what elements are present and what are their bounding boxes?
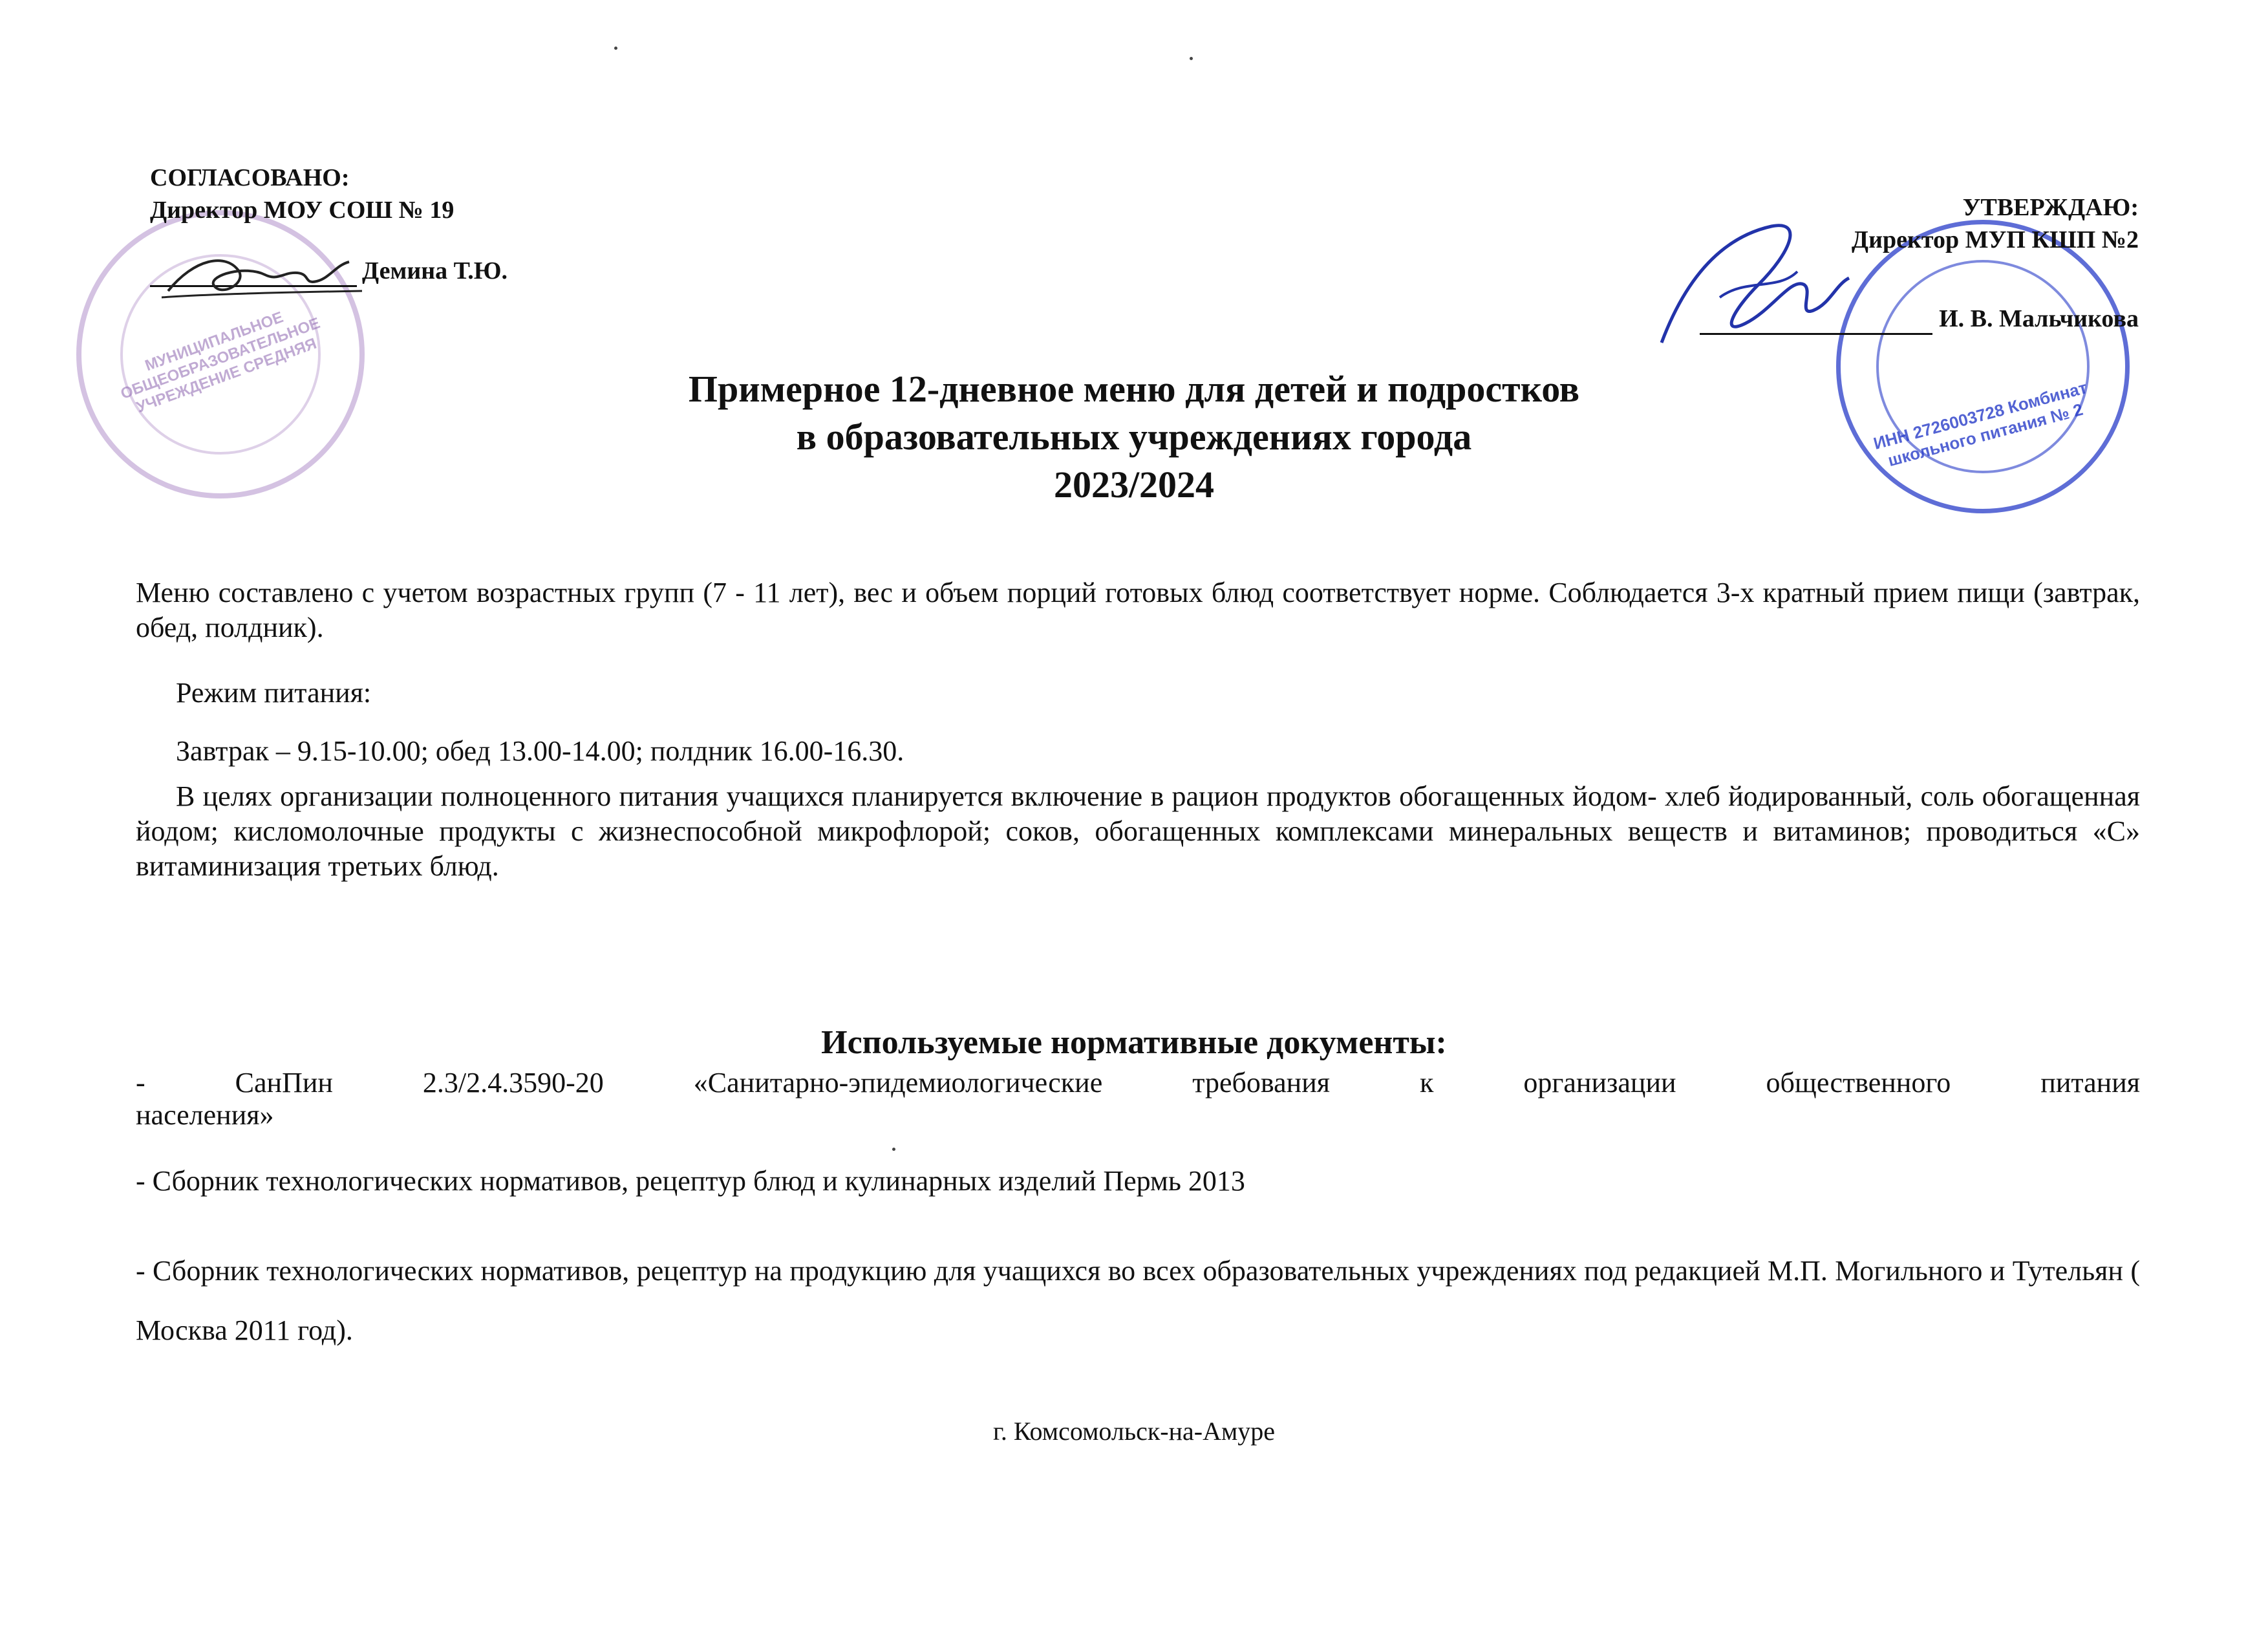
scan-speck: [614, 47, 617, 50]
approval-right-name: И. В. Мальчикова: [1939, 305, 2139, 332]
scan-speck: [892, 1148, 895, 1151]
title-line-2: в образовательных учреждениях города: [796, 416, 1472, 458]
paragraph-nutrition-goals: В целях организации полноценного питания учащихся планируется включение в рацион продуктов обогащенных йодом- хлеб йодированный, соль обогащенная йодом; кисломолочные продукты с жизнеспособной микрофлорой; соков, обогащенных комплексами минеральных веществ и витаминов; проводиться «С» витаминизация третьих блюд.: [136, 780, 2140, 882]
footer-city: г. Комсомольск-на-Амуре: [992, 1417, 1276, 1446]
document-sanpin-line-1: - СанПин 2.3/2.4.3590-20 «Санитарно-эпидемиологические требования к организации общественного питания: [136, 1067, 2140, 1098]
document-item-perm: - Сборник технологических нормативов, рецептур блюд и кулинарных изделий Пермь 2013: [136, 1165, 1245, 1197]
scan-speck: [1190, 57, 1193, 60]
title-line-1: Примерное 12-дневное меню для детей и подростков: [688, 368, 1580, 410]
paragraph-meal-schedule-heading: Режим питания:: [176, 677, 372, 709]
stamp-left-text: МУНИЦИПАЛЬНОЕ ОБЩЕОБРАЗОВАТЕЛЬНОЕ УЧРЕЖДЕНИЕ СРЕДНЯЯ: [118, 308, 323, 416]
documents-heading: Используемые нормативные документы:: [821, 1024, 1447, 1061]
signature-left-icon: [155, 246, 369, 317]
document-item-moscow: - Сборник технологических нормативов, рецептур на продукцию для учащихся во всех образовательных учреждениях под редакцией М.П. Могильного и Тутельян ( Москва 2011 год).: [136, 1255, 2140, 1346]
document-sanpin-line-2: населения»: [136, 1099, 274, 1131]
approval-left-label: СОГЛАСОВАНО:: [150, 164, 350, 191]
approval-left-name: Демина Т.Ю.: [362, 257, 508, 284]
stamp-right-text: ИНН 2726003728 Комбинат школьного питания № 2: [1871, 377, 2090, 471]
page-title: [0, 365, 2268, 509]
title-line-3: 2023/2024: [1053, 464, 1215, 506]
paragraph-meal-times: Завтрак – 9.15-10.00; обед 13.00-14.00; полдник 16.00-16.30.: [176, 735, 904, 767]
document-item-sanpin: [136, 1067, 2140, 1131]
approval-left-position: Директор МОУ СОШ № 19: [150, 197, 455, 224]
paragraph-age-groups: Меню составлено с учетом возрастных групп (7 - 11 лет), вес и объем порций готовых блюд соответствует норме. Соблюдается 3-х кратный прием пищи (завтрак, обед, полдник).: [136, 577, 2140, 643]
approval-right-position: Директор МУП КШП №2: [1851, 226, 2139, 253]
approval-right-label: УТВЕРЖДАЮ:: [1962, 194, 2139, 221]
signature-right-icon: [1642, 213, 1875, 362]
